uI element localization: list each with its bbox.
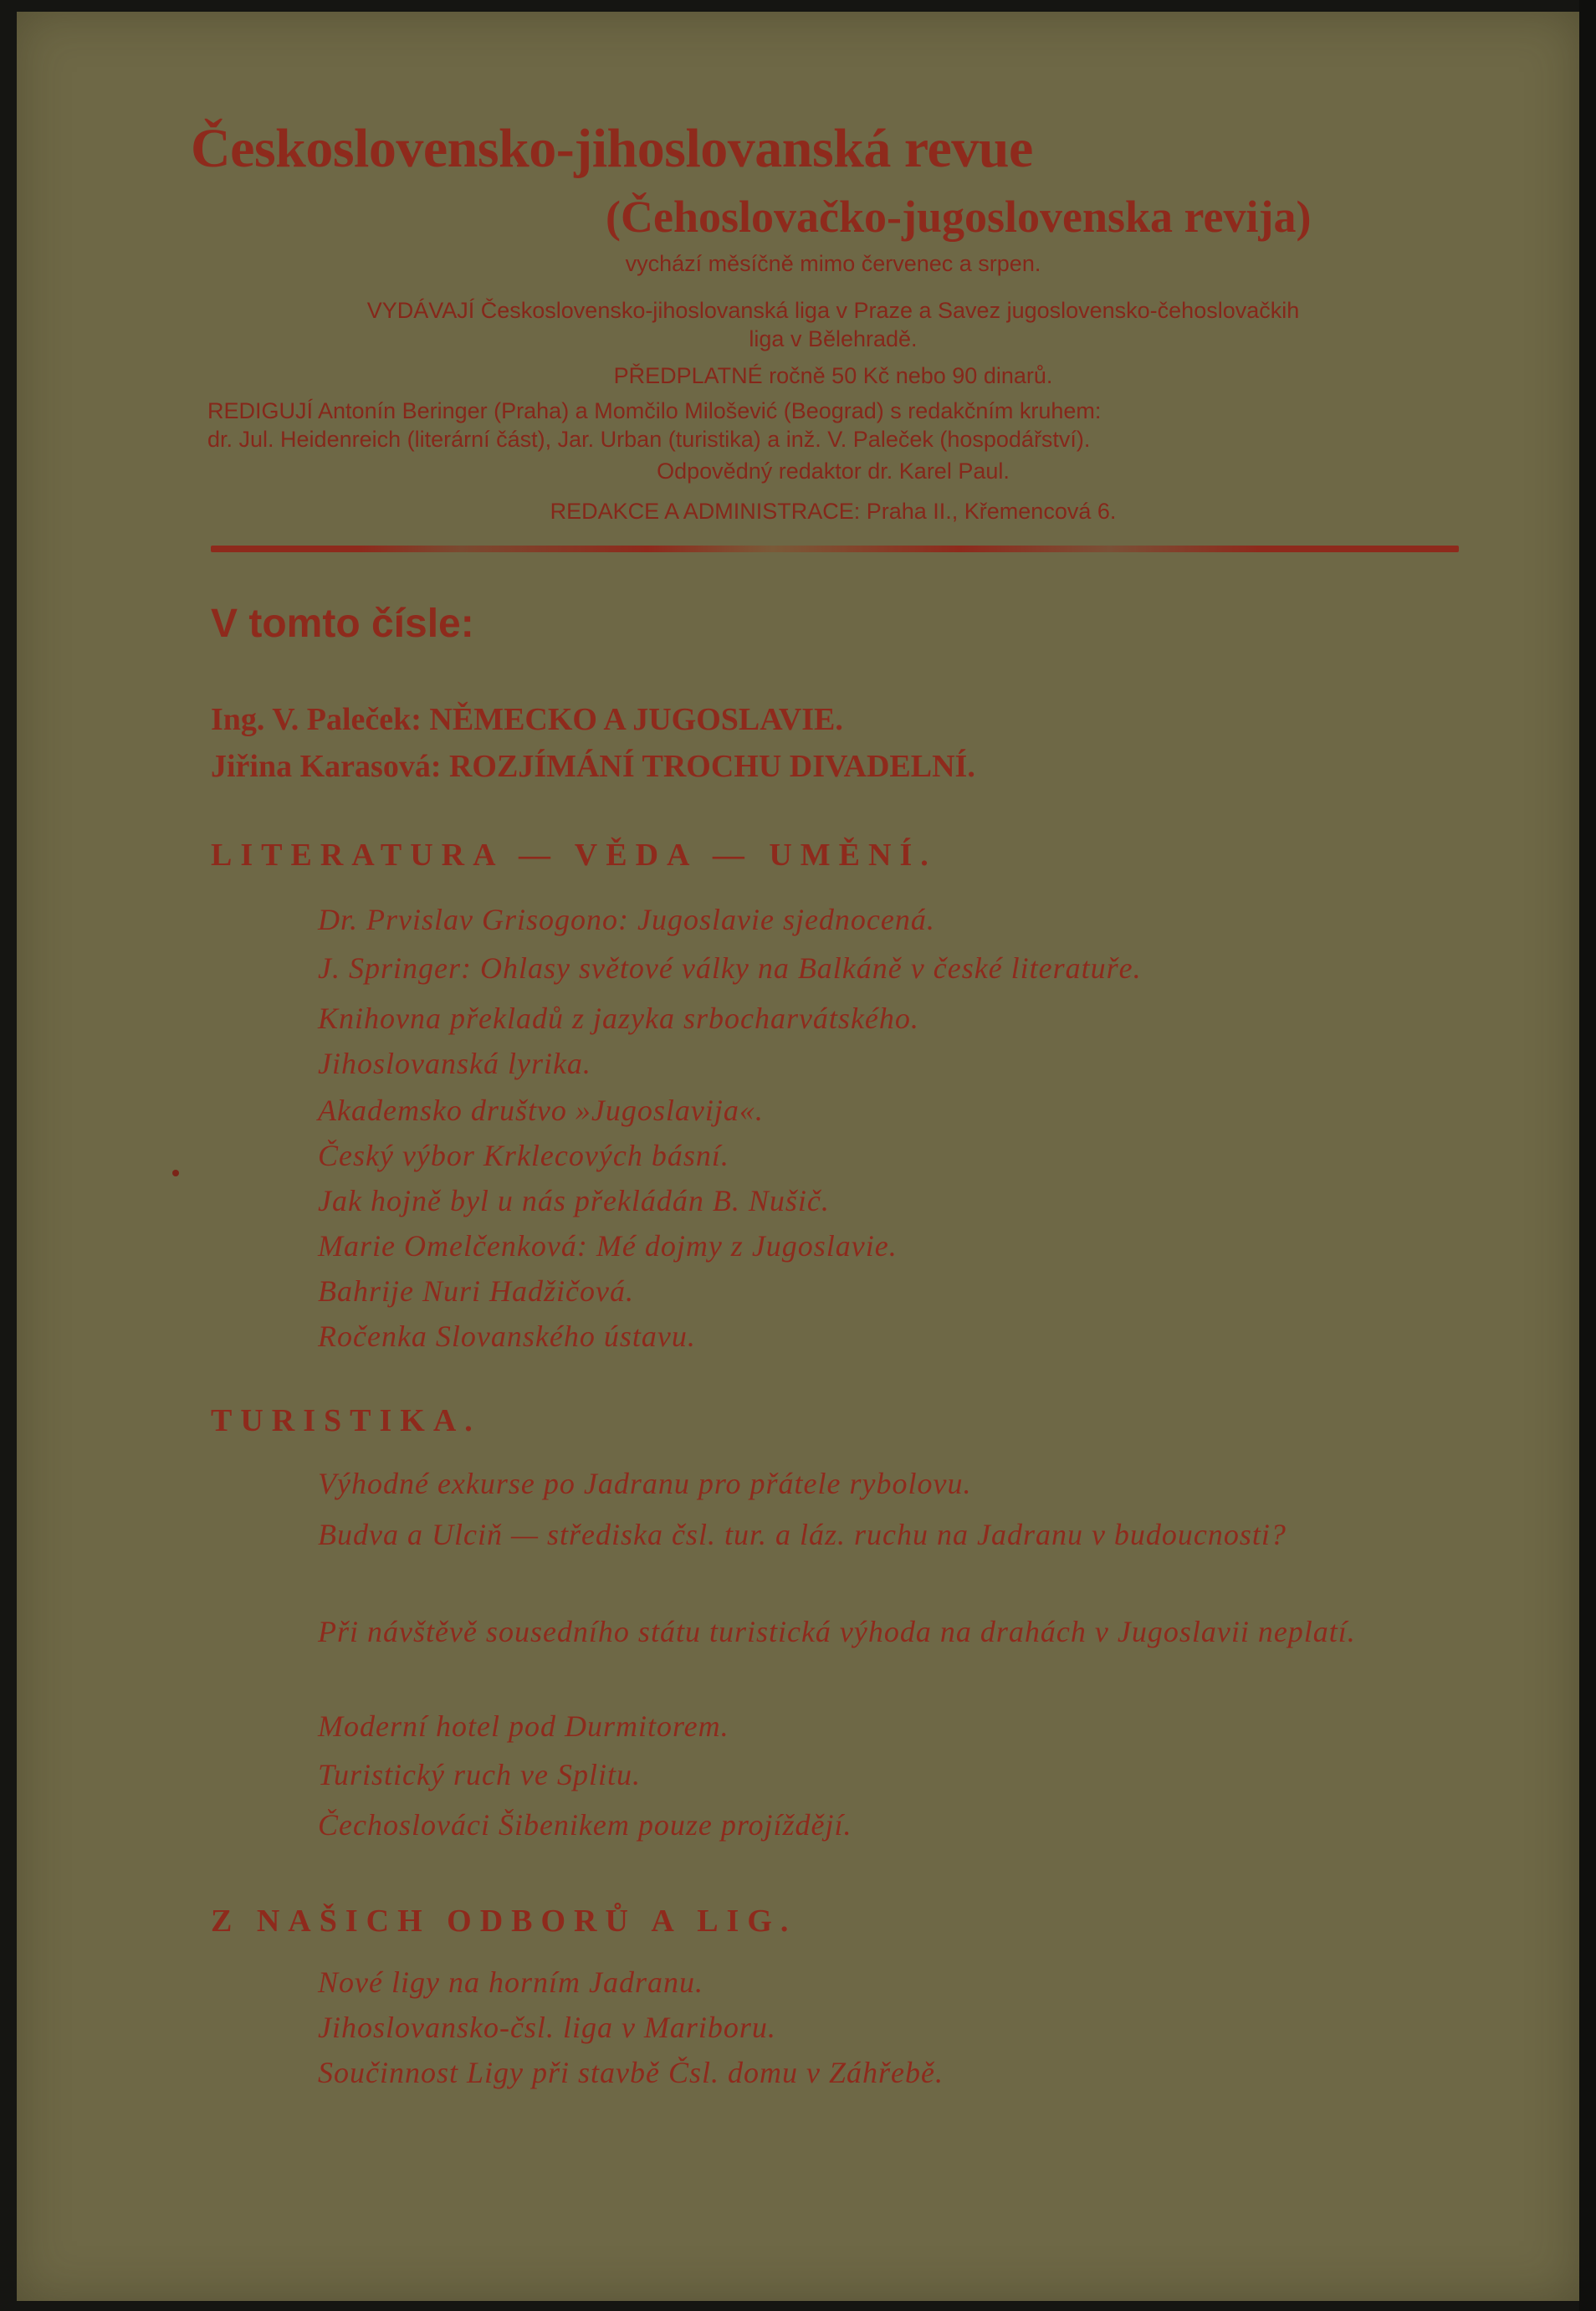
editors-line-1: REDIGUJÍ Antonín Beringer (Praha) a Momčilo Milošević (Beograd) s redakčním kruhem: bbox=[207, 398, 1102, 423]
toc-item: Jihoslovanská lyrika. bbox=[318, 1047, 591, 1080]
editors-line-2: dr. Jul. Heidenreich (literární část), Jar. Urban (turistika) a inž. V. Paleček (hospodářství). bbox=[207, 427, 1091, 452]
toc-item: Ročenka Slovanského ústavu. bbox=[318, 1319, 696, 1353]
toc-item: Jak hojně byl u nás překládán B. Nušič. bbox=[318, 1184, 830, 1217]
feature-article: Jiřina Karasová: ROZJÍMÁNÍ TROCHU DIVADELNÍ. bbox=[211, 749, 975, 784]
masthead-subtitle: (Čehoslovačko-jugoslovenska revija) bbox=[606, 192, 1312, 242]
ink-speck bbox=[172, 1170, 179, 1176]
toc-item: Výhodné exkurse po Jadranu pro přátele rybolovu. bbox=[318, 1467, 972, 1500]
frequency-line: vychází měsíčně mimo červenec a srpen. bbox=[625, 251, 1041, 276]
toc-heading: V tomto čísle: bbox=[211, 602, 474, 646]
toc-item: Knihovna překladů z jazyka srbocharvátského. bbox=[318, 1002, 919, 1035]
decorative-rule bbox=[211, 546, 1459, 552]
section-heading-literatura: LITERATURA — VĚDA — UMĚNÍ. bbox=[211, 838, 937, 873]
section-heading-odbory: Z NAŠICH ODBORŮ A LIG. bbox=[211, 1904, 797, 1939]
toc-item: Český výbor Krklecových básní. bbox=[318, 1139, 729, 1172]
toc-item: Marie Omelčenková: Mé dojmy z Jugoslavie. bbox=[318, 1229, 898, 1263]
toc-item: Jihoslovansko-čsl. liga v Mariboru. bbox=[318, 2011, 776, 2044]
toc-item: Dr. Prvislav Grisogono: Jugoslavie sjednocená. bbox=[318, 903, 935, 936]
toc-item: Akademsko društvo »Jugoslavija«. bbox=[318, 1094, 764, 1127]
masthead-title: Československo-jihoslovanská revue bbox=[191, 118, 1033, 179]
section-heading-turistika: TURISTIKA. bbox=[211, 1403, 481, 1438]
scan-edge bbox=[1579, 0, 1596, 2311]
responsible-editor-line: Odpovědný redaktor dr. Karel Paul. bbox=[657, 459, 1010, 484]
toc-item: Turistický ruch ve Splitu. bbox=[318, 1758, 641, 1791]
toc-item: Při návštěvě sousedního státu turistická výhoda na drahách v Jugoslavii neplatí. bbox=[318, 1615, 1356, 1648]
feature-article: Ing. V. Paleček: NĚMECKO A JUGOSLAVIE. bbox=[211, 702, 843, 737]
toc-item: Čechoslováci Šibenikem pouze projíždějí. bbox=[318, 1808, 852, 1842]
address-line: REDAKCE A ADMINISTRACE: Praha II., Křemencová 6. bbox=[550, 499, 1117, 524]
toc-item: Součinnost Ligy při stavbě Čsl. domu v Záhřebě. bbox=[318, 2056, 944, 2089]
subscription-line: PŘEDPLATNÉ ročně 50 Kč nebo 90 dinarů. bbox=[613, 363, 1053, 388]
publishers-line-2: liga v Bělehradě. bbox=[749, 326, 918, 351]
magazine-cover-page bbox=[17, 12, 1579, 2301]
toc-item: Moderní hotel pod Durmitorem. bbox=[318, 1709, 729, 1743]
toc-item: Nové ligy na horním Jadranu. bbox=[318, 1965, 703, 1999]
publishers-line-1: VYDÁVAJÍ Československo-jihoslovanská liga v Praze a Savez jugoslovensko-čehoslovačkih bbox=[366, 298, 1300, 323]
toc-item: Bahrije Nuri Hadžičová. bbox=[318, 1274, 634, 1308]
toc-item: Budva a Ulciň — střediska čsl. tur. a láz. ruchu na Jadranu v budoucnosti? bbox=[318, 1518, 1287, 1551]
toc-item: J. Springer: Ohlasy světové války na Balkáně v české literatuře. bbox=[318, 951, 1142, 985]
